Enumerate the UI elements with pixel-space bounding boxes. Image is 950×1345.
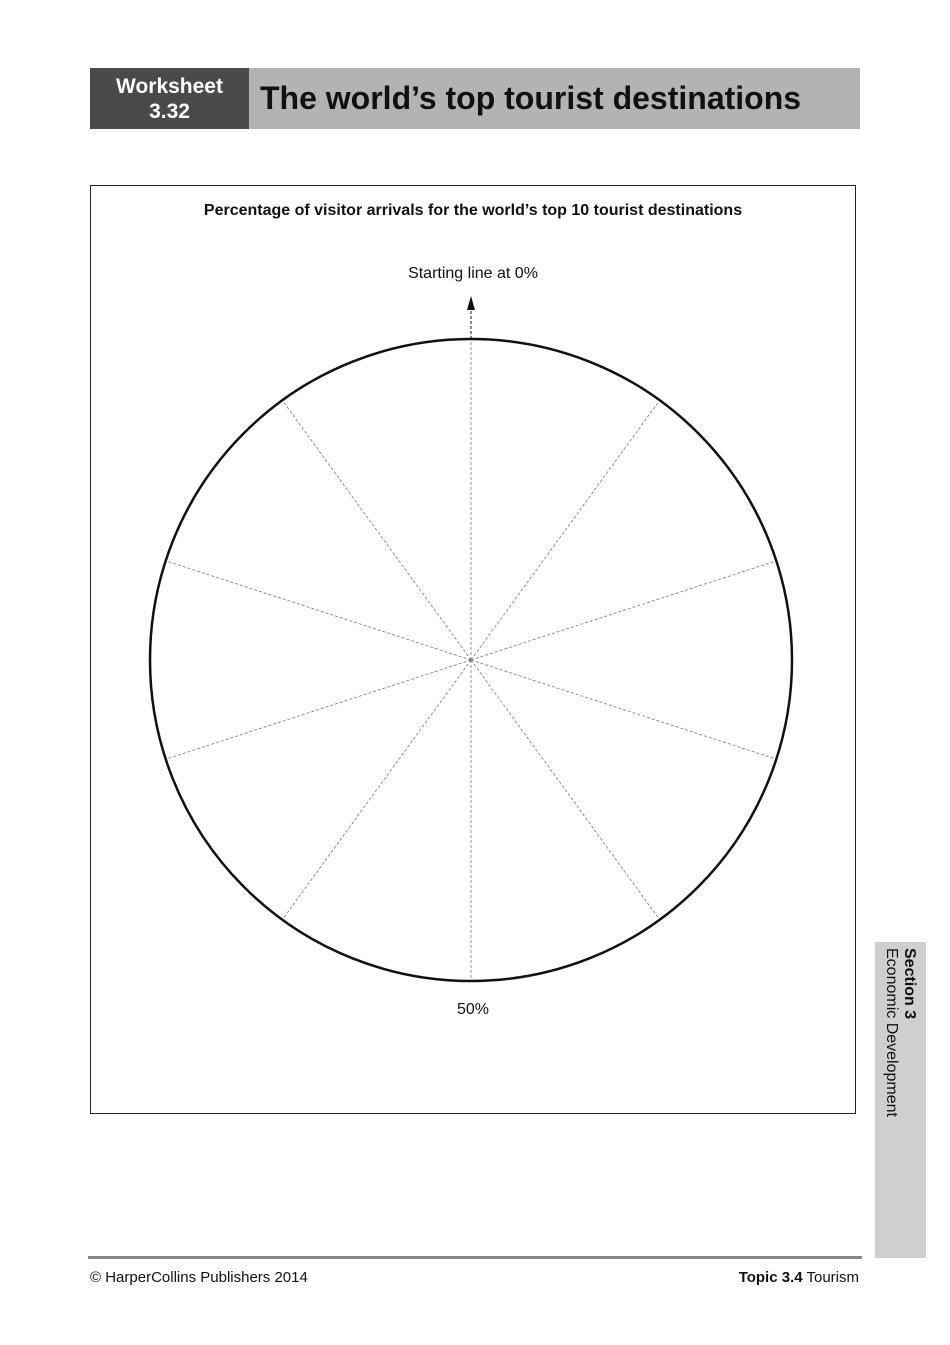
segment-dividers — [166, 339, 777, 981]
half-mark-label: 50% — [456, 1001, 490, 1018]
pie-chart-template — [91, 186, 855, 1113]
segment-divider-8 — [166, 660, 471, 759]
chart-frame — [90, 185, 856, 1114]
segment-divider-4 — [471, 660, 776, 759]
footer-topic-name: Tourism — [802, 1269, 859, 1286]
segment-divider-9 — [166, 561, 471, 660]
segment-divider-5 — [471, 660, 660, 920]
segment-divider-10 — [282, 400, 471, 660]
page-title: The world’s top tourist destinations — [260, 80, 802, 116]
footer-copyright: © HarperCollins Publishers 2014 — [90, 1269, 308, 1286]
footer-topic — [739, 1269, 859, 1286]
starting-line-arrowhead — [467, 296, 475, 310]
section-side-tab-text — [882, 948, 918, 1117]
worksheet-title-bar — [249, 68, 860, 129]
segment-divider-3 — [471, 561, 776, 660]
section-subject: Economic Development — [883, 948, 900, 1117]
worksheet-word: Worksheet — [116, 74, 223, 98]
worksheet-number: 3.32 — [149, 99, 190, 123]
footer-topic-number: Topic 3.4 — [738, 1269, 803, 1286]
starting-line-label: Starting line at 0% — [408, 265, 538, 282]
worksheet-number-badge — [90, 68, 249, 129]
worksheet-header — [90, 68, 860, 129]
segment-divider-2 — [471, 400, 660, 660]
segment-divider-7 — [282, 660, 471, 920]
section-label: Section 3 — [901, 948, 918, 1020]
chart-title: Percentage of visitor arrivals for the world’s top 10 tourist destinations — [203, 202, 743, 219]
footer-divider — [88, 1256, 862, 1259]
